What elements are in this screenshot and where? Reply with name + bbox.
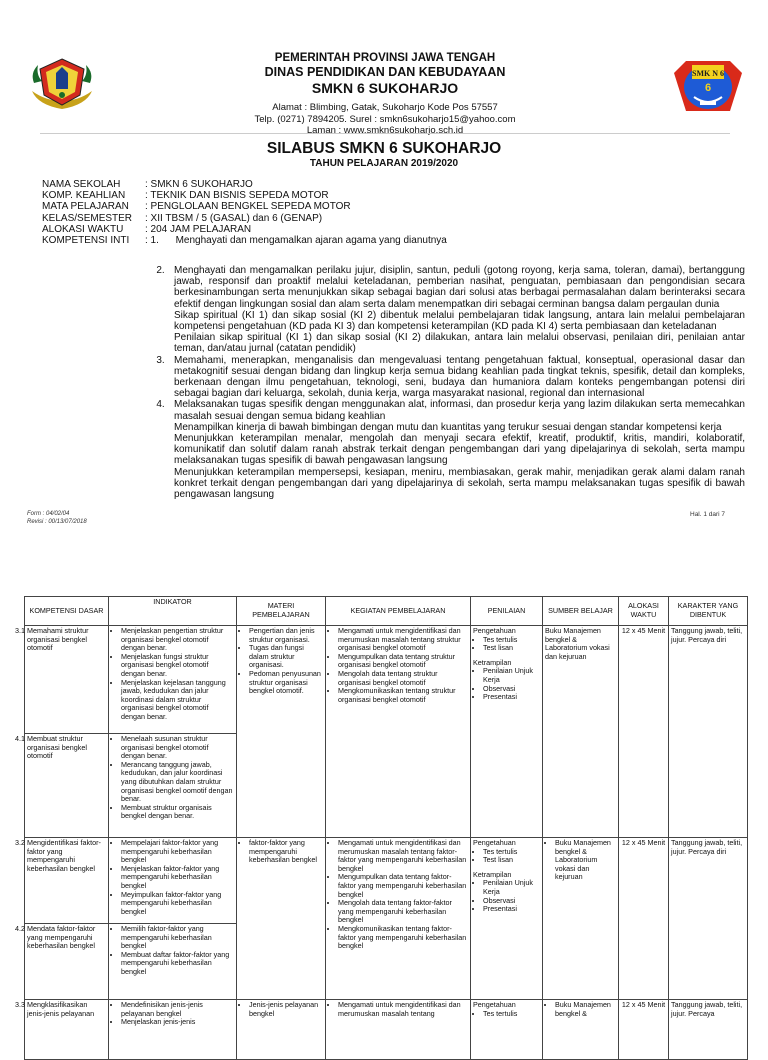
col-header: SUMBER BELAJAR: [543, 597, 619, 626]
school-badge-icon: [672, 57, 744, 115]
list-item: • Mengolah data tentang faktor-faktor yang mempengaruhi keberhasilan bengkel: [338, 899, 468, 925]
badge-text: SMK N 6: [692, 69, 724, 78]
list-item: • Buku Manajemen bengkel & Laboratorium vokasi dan kejuruan: [555, 839, 616, 882]
contact: Telp. (0271) 7894205. Surel : smkn6sukoharjo15@yahoo.com: [254, 113, 516, 125]
list-item: • Mengamati untuk mengidentifikasi dan merumuskan masalah tentang faktor-faktor yang mempengaruhi keberhasilan bengkel: [338, 839, 468, 873]
list-item: • Tes tertulis: [483, 636, 540, 645]
kd-cell: 4.2 Mendata faktor-faktor yang mempengaruhi keberhasilan bengkel: [25, 924, 109, 1000]
list-item: • Observasi: [483, 685, 540, 694]
list-item: • Tugas dan fungsi dalam struktur organisasi.: [249, 644, 323, 670]
ki-4-note-1: Menampilkan kinerja di bawah bimbingan dengan mutu dan kuantitas yang terukur sesuai dengan standar kompetensi kerja: [174, 421, 722, 433]
indikator-cell: [109, 626, 237, 734]
list-item: • Mengumpulkan data tentang faktor-faktor yang mempengaruhi keberhasilan bengkel: [338, 873, 468, 899]
list-item: • Meyimpulkan faktor-faktor yang mempengaruhi keberhasilan bengkel: [121, 891, 234, 917]
list-item: • Presentasi: [483, 905, 540, 914]
table-row: [25, 1000, 748, 1060]
karakter-cell: Tanggung jawab, teliti, jujur. Percaya: [669, 1000, 748, 1060]
page-number: Hal. 1 dari 7: [690, 511, 726, 518]
kd-cell: 4.1 Membuat struktur organisasi bengkel otomotif: [25, 734, 109, 838]
karakter-cell: Tanggung jawab, teliti, jujur. Percaya diri: [669, 626, 748, 838]
list-item: • Pengertian dan jenis struktur organisasi.: [249, 627, 323, 644]
list-item: • Jenis-jenis pelayanan bengkel: [249, 1001, 323, 1018]
list-item: • Test lisan: [483, 856, 540, 865]
penilaian-cell: Pengetahuan • Tes tertulis: [471, 1000, 543, 1060]
col-header: KEGIATAN PEMBELAJARAN: [326, 597, 471, 626]
alokasi-cell: 12 x 45 Menit: [619, 1000, 669, 1060]
sumber-cell: [543, 1000, 619, 1060]
list-item: • Test lisan: [483, 644, 540, 653]
karakter-cell: Tanggung jawab, teliti, jujur. Percaya diri: [669, 838, 748, 1000]
col-header: INDIKATOR: [109, 597, 237, 626]
list-item: • Observasi: [483, 897, 540, 906]
list-item: • Tes tertulis: [483, 848, 540, 857]
form-info: Form : 04/02/04 Revisi : 00/13/07/2018: [27, 511, 87, 525]
col-header: PENILAIAN: [471, 597, 543, 626]
list-item: • Menjelaskan jenis-jenis: [121, 1018, 234, 1027]
list-item: • Mengumpulkan data tentang struktur organisasi bengkel otomotif: [338, 653, 468, 670]
table-row: [25, 626, 748, 734]
ki-item-3: 3. Memahami, menerapkan, menganalisis dan mengevaluasi tentang pengetahuan faktual, konseptual, operasional dasar dan metakognitif sesuai dengan bidang dan lingkup kerja semua bidang keahlian pada tingkat teknis, spesifik, detail dan kompleks, berkenaan dengan ilmu pengetahuan, teknologi, seni, budaya dan humaniora dalam konteks pengembangan potensi diri sebagai bagian dari keluarga, sekolah, dunia kerja, warga masyarakat nasional, regional dan internasional: [156, 354, 745, 400]
table-header-row: [25, 597, 748, 626]
col-header: MATERI PEMBELAJARAN: [237, 597, 326, 626]
list-item: • Mengkomunikasikan tentang faktor-faktor yang mempengaruhi keberhasilan bengkel: [338, 925, 468, 951]
alokasi-cell: 12 x 45 Menit: [619, 626, 669, 838]
list-item: • Menjelaskan pengertian struktur organisasi bengkel otomotif dengan benar.: [121, 627, 234, 653]
kd-cell: 3.1 Memahami struktur organisasi bengkel otomotif: [25, 626, 109, 734]
sumber-cell: Buku Manajemen bengkel & Laboratorium vokasi dan kejuruan: [543, 626, 619, 838]
ki-item-4: 4. Melaksanakan tugas spesifik dengan menggunakan alat, informasi, dan prosedur kerja yang lazim dilakukan serta memecahkan masalah sesuai dengan semua bidang keahlian: [156, 399, 745, 422]
table-row: [25, 838, 748, 924]
list-item: • Mengolah data tentang struktur organisasi bengkel otomotif: [338, 670, 468, 687]
list-item: • Mempelajari faktor-faktor yang mempengaruhi keberhasilan bengkel: [121, 839, 234, 865]
ki-2-note-2: Penilaian sikap spiritual (KI 1) dan sikap sosial (KI 2) dilakukan, antara lain melalui observasi, penilaian diri, penilaian antar teman, dan/atau jurnal (catatan pendidik): [174, 332, 745, 355]
list-item: • Menjelaskan kejelasan tanggung jawab, kedudukan dan jalur koordinasi dalam struktur organisasi bengkel otomotif dengan benar.: [121, 679, 234, 722]
central-java-emblem-icon: [28, 55, 96, 111]
ki-4-note-2: Menunjukkan keterampilan menalar, mengolah dan menyaji secara efektif, kreatif, produktif, kritis, mandiri, kolaboratif, komunikatif dan solutif dalam ranah abstrak terkait dengan pengembangan dari yang dipelajarinya di sekolah, serta mampu melaksanakan tugas spesifik di bawah pengawasan langsung: [174, 433, 745, 467]
list-item: • Tes tertulis: [483, 1010, 540, 1019]
course-info: [42, 179, 747, 246]
list-item: • Mengamati untuk mengidentifikasi dan merumuskan masalah tentang struktur organisasi bengkel otomotif: [338, 627, 468, 653]
indikator-cell: [109, 734, 237, 838]
dept-name: DINAS PENDIDIKAN DAN KEBUDAYAAN: [264, 65, 506, 79]
svg-text:6: 6: [704, 82, 712, 94]
letterhead: [130, 51, 640, 137]
list-item: • Mendefinisikan jenis-jenis pelayanan bengkel: [121, 1001, 234, 1018]
list-item: • Memilih faktor-faktor yang mempengaruhi keberhasilan bengkel: [121, 925, 234, 951]
list-item: • Membuat struktur organisais bengkel dengan benar.: [121, 804, 234, 821]
website: Laman : www.smkn6sukoharjo.sch.id: [306, 125, 464, 136]
address: Alamat : Blimbing, Gatak, Sukoharjo Kode Pos 57557: [272, 102, 498, 113]
info-row: KOMP. KEAHLIAN : TEKNIK DAN BISNIS SEPEDA MOTOR: [42, 190, 329, 202]
kegiatan-cell: [326, 626, 471, 838]
info-row: ALOKASI WAKTU : 204 JAM PELAJARAN: [42, 223, 252, 235]
materi-cell: [237, 1000, 326, 1060]
indikator-cell: [109, 924, 237, 1000]
penilaian-cell: Pengetahuan • Tes tertulis • Test lisan Ketrampilan • Penilaian Unjuk Kerja • Observasi • Presentasi: [471, 838, 543, 1000]
kegiatan-cell: [326, 1000, 471, 1060]
list-item: • Mengkomunikasikan tentang struktur organisasi bengkel otomotif: [338, 687, 468, 704]
materi-cell: [237, 838, 326, 1000]
list-item: • Merancang tanggung jawab, kedudukan, dan jalur koordinasi yang dibutuhkan dalam struktur organisasi bengkel oomotif dengan benar.: [121, 761, 234, 804]
list-item: • Buku Manajemen bengkel &: [555, 1001, 616, 1018]
gov-name: PEMERINTAH PROVINSI JAWA TENGAH: [274, 52, 496, 64]
alokasi-cell: 12 x 45 Menit: [619, 838, 669, 1000]
list-item: • Membuat daftar faktor-faktor yang mempengaruhi keberhasilan bengkel: [121, 951, 234, 977]
ki-2-note-1: Sikap spiritual (KI 1) dan sikap sosial (KI 2) dibentuk melalui pembelajaran tidak langsung, antara lain melalui pembelajaran kompetensi pengetahuan (KD pada KI 3) dan kompetensi keterampilan (KD pada KI 4) serta pembiasaan dan keteladanan: [174, 309, 745, 333]
syllabus-table: [15, 596, 748, 1060]
kd-cell: 3.3 Mengklasifikasikan jenis-jenis pelayanan: [25, 1000, 109, 1060]
info-row: KELAS/SEMESTER : XII TBSM / 5 (GASAL) dan 6 (GENAP): [42, 212, 323, 224]
kompetensi-inti: [147, 265, 745, 500]
materi-cell: [237, 626, 326, 838]
info-row: MATA PELAJARAN : PENGLOLAAN BENGKEL SEPEDA MOTOR: [42, 201, 351, 213]
list-item: • Penilaian Unjuk Kerja: [483, 667, 540, 684]
list-item: • Penilaian Unjuk Kerja: [483, 879, 540, 896]
ki-item-2: 2. Menghayati dan mengamalkan perilaku jujur, disiplin, santun, peduli (gotong royong, kerja sama, toleran, damai), bertanggung jawab, responsif dan proaktif melalui keteladanan, pemberian nasihat, penguatan, pembiasaan dan pengondisian secara berkesinambungan serta menunjukkan sikap sebagai bagian dari solusi atas berbagai permasalahan dalam berinteraksi secara efektif dengan lingkungan sosial dan alam serta dalam menempatkan diri sebagai cerminan bangsa dalam pergaulan dunia: [156, 265, 745, 310]
school-name: SMKN 6 SUKOHARJO: [311, 80, 459, 96]
indikator-cell: [109, 1000, 237, 1060]
penilaian-cell: Pengetahuan • Tes tertulis • Test lisan Ketrampilan • Penilaian Unjuk Kerja • Observasi • Presentasi: [471, 626, 543, 838]
doc-title: SILABUS SMKN 6 SUKOHARJO: [266, 140, 502, 157]
col-header: ALOKASI WAKTU: [619, 597, 669, 626]
ki-4-note-3: Menunjukkan keterampilan mempersepsi, kesiapan, meniru, membiasakan, gerak mahir, menjadikan gerak alami dalam ranah konkret terkait dengan pengembangan dari yang dipelajarinya di sekolah, serta mampu melaksanakan tugas spesifik di bawah pengawasan langsung: [174, 466, 745, 501]
kd-cell: 3.2 Mengidentifikasi faktor-faktor yang mempengaruhi keberhasilan bengkel: [25, 838, 109, 924]
list-item: • Menjelaskan faktor-faktor yang mempengaruhi keberhasilan bengkel: [121, 865, 234, 891]
list-item: • Menjelaskan fungsi struktur organisasi bengkel otomotif dengan benar.: [121, 653, 234, 679]
indikator-cell: [109, 838, 237, 924]
info-row: NAMA SEKOLAH : SMKN 6 SUKOHARJO: [42, 179, 253, 190]
list-item: • Presentasi: [483, 693, 540, 702]
col-header: KARAKTER YANG DIBENTUK: [669, 597, 748, 626]
sumber-cell: [543, 838, 619, 1000]
header-divider: [40, 133, 730, 134]
col-header: KOMPETENSI DASAR: [25, 597, 109, 626]
list-item: • faktor-faktor yang mempengaruhi keberhasilan bengkel: [249, 839, 323, 865]
doc-year: TAHUN PELAJARAN 2019/2020: [309, 158, 459, 169]
list-item: • Pedoman penyusunan struktur organisasi bengkel otomotif.: [249, 670, 323, 696]
kegiatan-cell: [326, 838, 471, 1000]
info-row: KOMPETENSI INTI : 1. Menghayati dan mengamalkan ajaran agama yang dianutnya: [42, 235, 447, 247]
list-item: • Menelaah susunan struktur organisasi bengkel otomotif dengan benar.: [121, 735, 234, 761]
list-item: • Mengamati untuk mengidentifikasi dan merumuskan masalah tentang: [338, 1001, 468, 1018]
